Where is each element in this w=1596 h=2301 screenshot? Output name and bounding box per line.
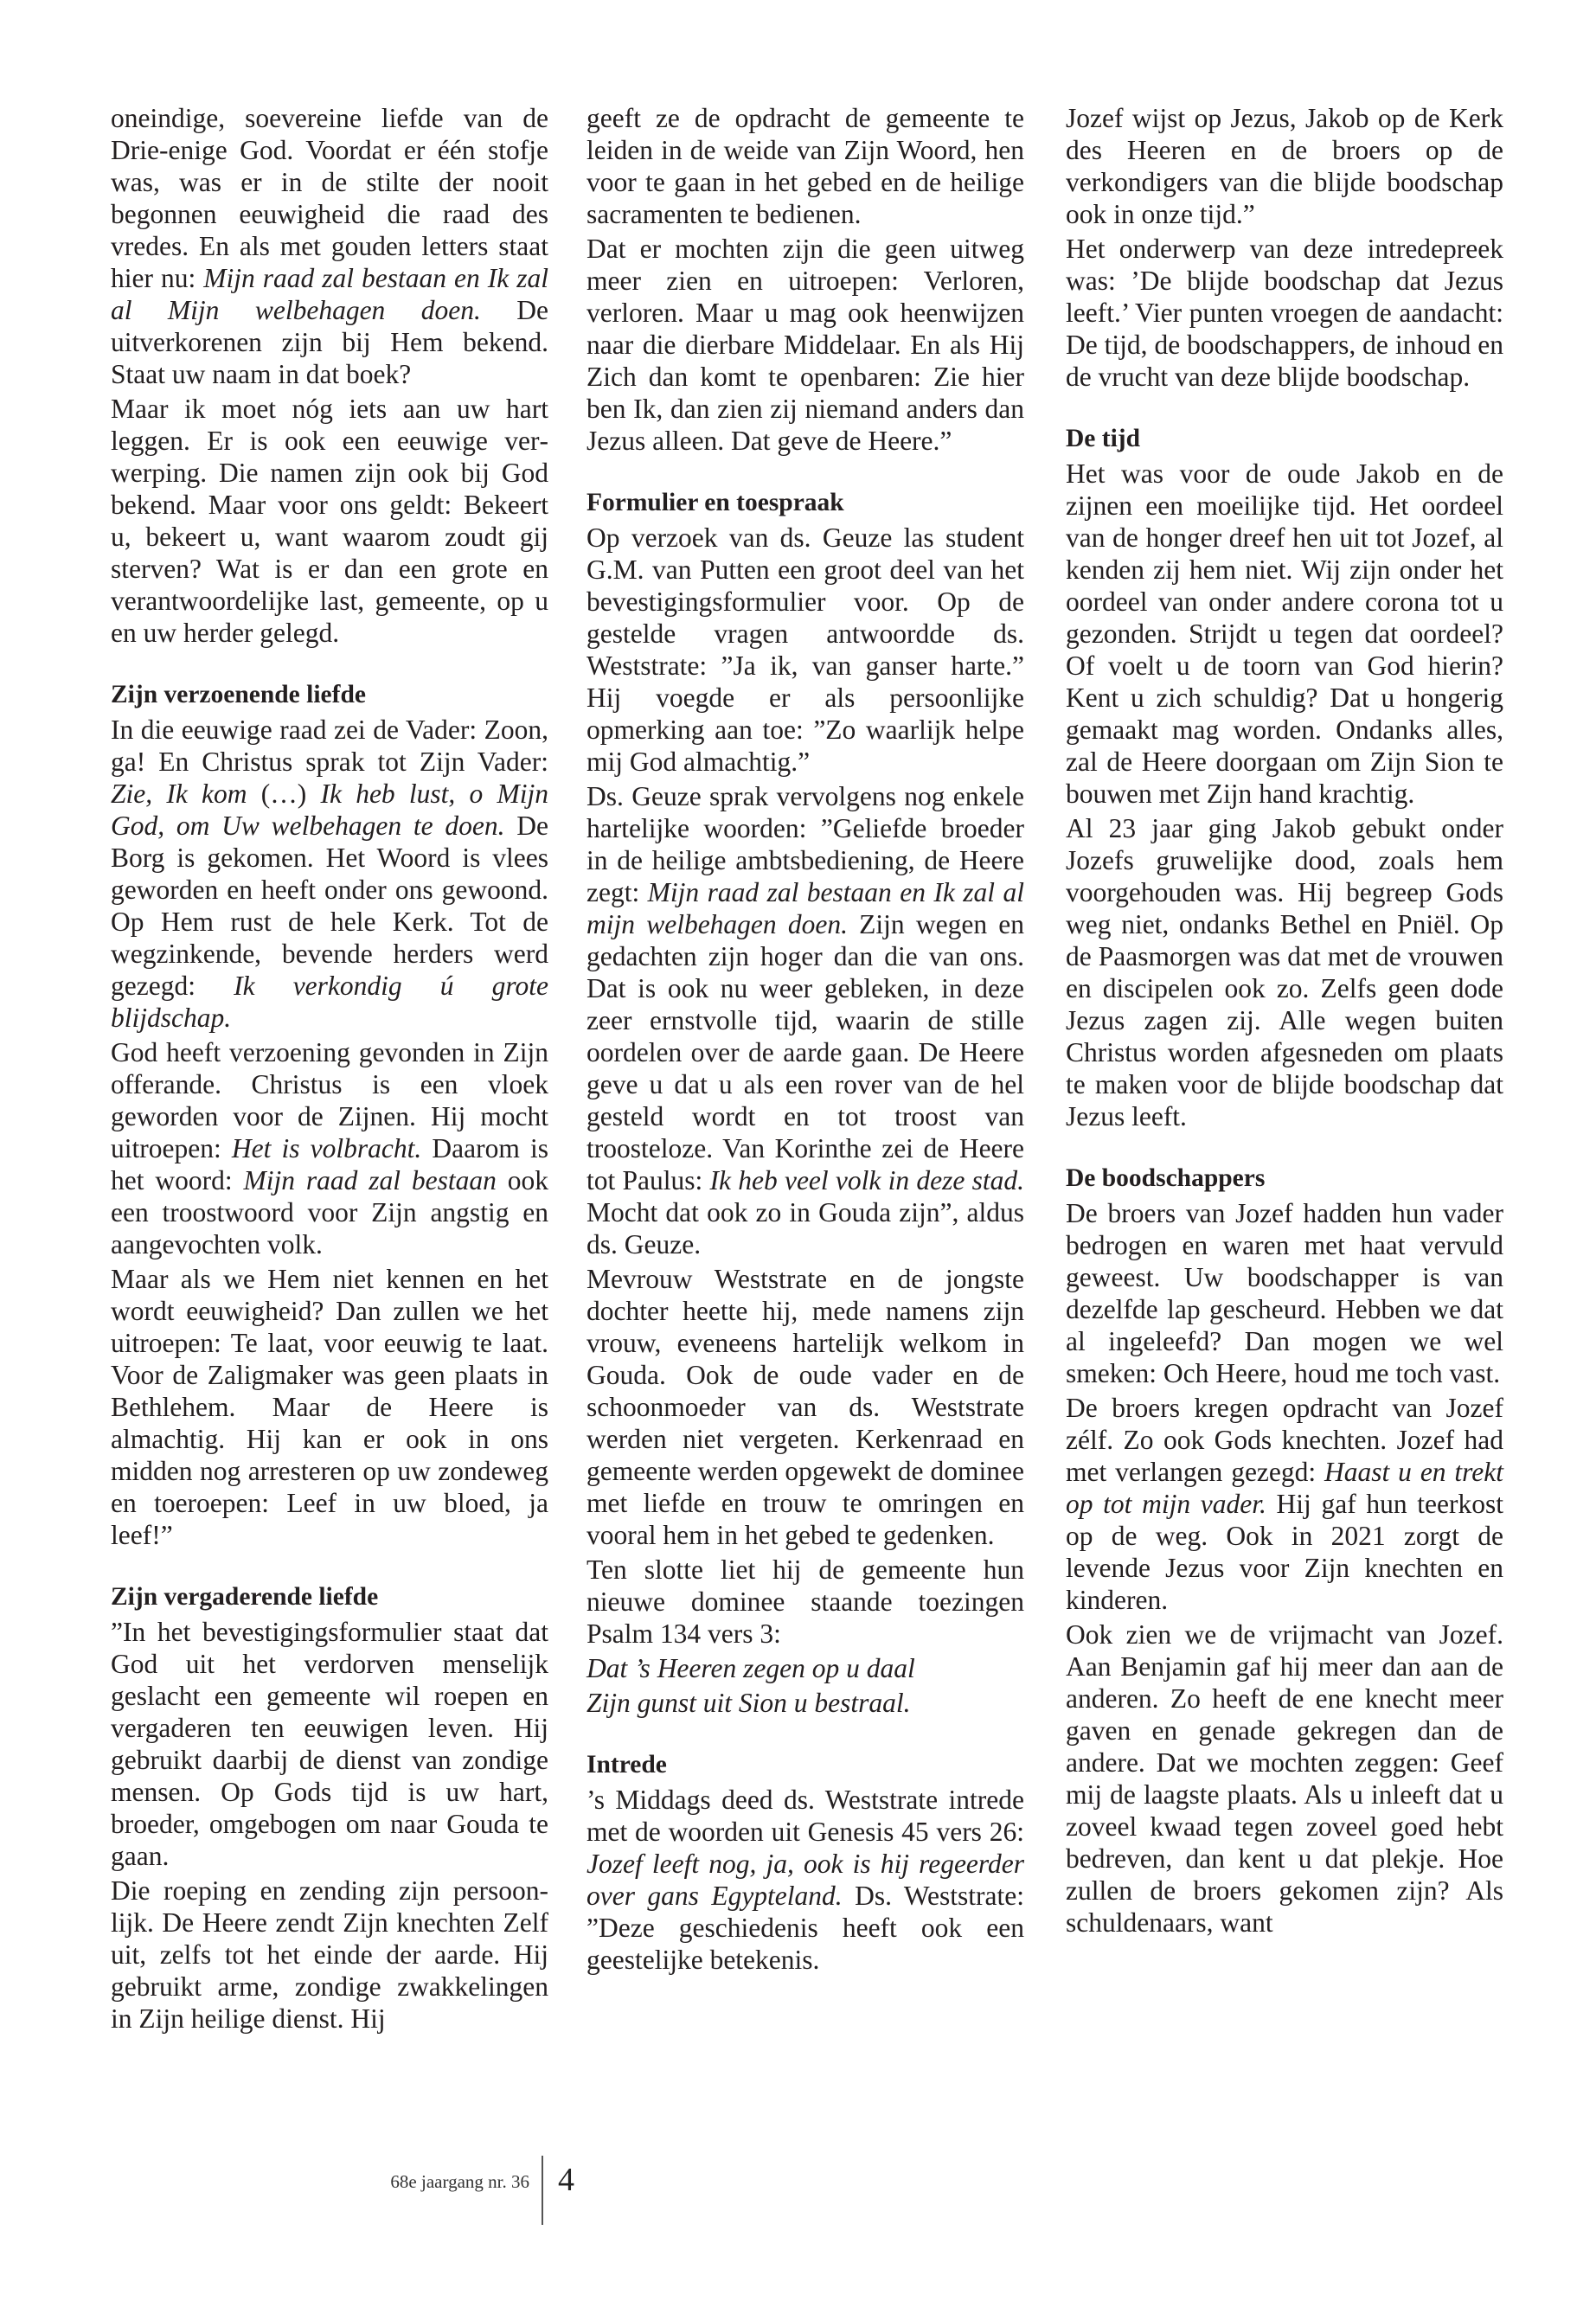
paragraph: Ten slotte liet hij de gemeente hun nieuwe dominee staande toezingen Psalm 134 vers 3: (586, 1554, 1024, 1649)
section-heading: Zijn verzoenende liefde (111, 681, 366, 708)
article-column-2 (586, 102, 1024, 1976)
paragraph: oneindige, soevereine liefde van de Drie-enige God. Voordat er één stofje was, was er in de stilte der nooit begonnen eeuwigheid die raad des vredes. En als met gouden letters staat hier nu: Mijn raad zal bestaan en Ik zal al Mijn welbehagen doen. De uitverkorenen zijn bij Hem bekend. Staat uw naam in dat boek? (111, 103, 549, 389)
paragraph: Dat er mochten zijn die geen uitweg meer zien en uitroepen: Verloren, verloren. Maar u mag ook heenwijzen naar die dierbare Middelaar. En als Hij Zich dan komt te openbaren: Zie hier ben Ik, dan zien zij niemand anders dan Jezus alleen. Dat geve de Heere.” (586, 234, 1024, 456)
section-heading: Intrede (586, 1751, 667, 1779)
section-heading: Zijn vergaderende liefde (111, 1583, 379, 1611)
paragraph: Mevrouw Weststrate en de jongste dochter heette hij, mede namens zijn vrouw, eveneens hartelijk welkom in Gouda. Ook de oude vader en de schoonmoeder van ds. Weststrate werden niet vergeten. Kerkenraad en gemeente werden opgewekt de dominee met liefde en trouw te omringen en vooral hem in het gebed te gedenken. (586, 1264, 1024, 1550)
section-heading: De tijd (1066, 425, 1141, 452)
psalm-verse-line: Dat ’s Heeren zegen op u daal (586, 1653, 915, 1683)
paragraph: De broers kregen opdracht van Jozef zélf. Zo ook Gods knechten. Jozef had met verlangen gezegd: Haast u en trekt op tot mijn vader. Hij gaf hun teerkost op de weg. Ook in 2021 zorgt de levende Jezus voor Zijn knechten en kinderen. (1066, 1393, 1503, 1615)
page-number: 4 (558, 2162, 574, 2198)
paragraph: Op verzoek van ds. Geuze las student G.M. van Putten een groot deel van het bevestigingsformulier voor. Op de gestelde vragen antwoordde ds. Weststrate: ”Ja ik, van ganser harte.” Hij voegde er als persoonlijke opmerking aan toe: ”Zo waarlijk helpe mij God almachtig.” (586, 522, 1024, 777)
paragraph: Jozef wijst op Jezus, Jakob op de Kerk des Heeren en de broers op de verkondigers van die blijde boodschap ook in onze tijd.” (1066, 103, 1503, 229)
section-heading: Formulier en toespraak (586, 489, 844, 516)
footer-divider (542, 2156, 543, 2225)
paragraph: Maar als we Hem niet kennen en het wordt eeuwigheid? Dan zullen we het uitroepen: Te laat, voor eeuwig te laat. Voor de Zaligmaker was geen plaats in Bethlehem. Maar de Heere is almachtig. Hij kan er ook in ons midden nog arresteren op uw zondeweg en toeroepen: Leef in uw bloed, ja leef!” (111, 1264, 548, 1550)
paragraph: Die roeping en zending zijn persoonlijk. De Heere zendt Zijn knechten Zelf uit, zelfs tot het einde der aarde. Hij gebruikt arme, zondige zwakkelingen in Zijn heilige dienst. Hij (111, 1875, 548, 2034)
psalm-verse-line: Zijn gunst uit Sion u bestraal. (586, 1688, 911, 1718)
paragraph: Het was voor de oude Jakob en de zijnen een moeilijke tijd. Het oordeel van de honger dreef hen uit tot Jozef, al kenden zij hem niet. Wij zijn onder het oordeel van onder andere corona tot u gezonden. Strijdt u tegen dat oordeel? Of voelt u de toorn van God hierin? Kent u zich schuldig? Dat u hongerig gemaakt mag worden. Ondanks alles, zal de Heere doorgaan om Zijn Sion te bouwen met Zijn hand krachtig. (1066, 458, 1503, 809)
paragraph: geeft ze de opdracht de gemeente te leiden in de weide van Zijn Woord, hen voor te gaan in het gebed en de heilige sacramenten te bedienen. (586, 103, 1024, 229)
paragraph: ’s Middags deed ds. Weststrate intrede met de woorden uit Genesis 45 vers 26: Jozef leeft nog, ja, ook is hij regeerder over gans Egypteland. Ds. Weststrate: ”Deze geschiedenis heeft ook een geestelijke betekenis. (586, 1785, 1025, 1975)
paragraph: God heeft verzoening gevonden in Zijn offerande. Christus is een vloek geworden voor de Zijnen. Hij mocht uitroepen: Het is volbracht. Daarom is het woord: Mijn raad zal bestaan ook een troostwoord voor Zijn angstig en aangevochten volk. (111, 1037, 548, 1259)
paragraph: De broers van Jozef hadden hun vader bedrogen en waren met haat vervuld geweest. Uw boodschapper is van dezelfde lap gescheurd. Hebben we dat al ingeleefd? Dan mogen we wel smeken: Och Heere, houd me toch vast. (1066, 1198, 1503, 1388)
paragraph: In die eeuwige raad zei de Vader: Zoon, ga! En Christus sprak tot Zijn Vader: Zie, Ik kom (…) Ik heb lust, o Mijn God, om Uw welbehagen te doen. De Borg is gekomen. Het Woord is vlees geworden en heeft onder ons gewoond. Op Hem rust de hele Kerk. Tot de wegzinkende, bevende herders werd gezegd: Ik verkondig ú grote blijdschap. (111, 715, 549, 1033)
page-footer (0, 2156, 1596, 2225)
article-column-3 (1066, 102, 1503, 1939)
article-column-1 (111, 102, 548, 2035)
paragraph: ”In het bevestigingsformulier staat dat God uit het verdorven menselijk geslacht een gemeente wil roepen en vergaderen ten eeuwigen leven. Hij gebruikt daarbij de dienst van zondige mensen. Op Gods tijd is uw hart, broeder, omgebogen om naar Gouda te gaan. (111, 1617, 548, 1871)
paragraph: Maar ik moet nóg iets aan uw hart leggen. Er is ook een eeuwige verwerping. Die namen zijn ook bij God bekend. Maar voor ons geldt: Bekeert u, bekeert u, want waarom zoudt gij sterven? Wat is er dan een grote en verantwoordelijke last, gemeente, op u en uw herder gelegd. (111, 394, 548, 648)
paragraph: Al 23 jaar ging Jakob gebukt onder Jozefs gruwelijke dood, zoals hem voorgehouden was. Hij begreep Gods weg niet, ondanks Bethel en Pniël. Op de Paasmorgen was dat met de vrouwen en discipelen ook zo. Zelfs geen dode Jezus zagen zij. Alle wegen buiten Christus worden afgesneden om plaats te maken voor de blijde boodschap dat Jezus leeft. (1066, 813, 1503, 1131)
paragraph: Ds. Geuze sprak vervolgens nog enkele hartelijke woorden: ”Geliefde broeder in de heilige ambtsbediening, de Heere zegt: Mijn raad zal bestaan en Ik zal al mijn welbehagen doen. Zijn wegen en gedachten zijn hoger dan die van ons. Dat is ook nu weer gebleken, in deze zeer ernstvolle tijd, waarin de stille oordelen over de aarde gaan. De Heere geve u dat u als een rover van de hel gesteld wordt en tot troost van troosteloze. Van Korinthe zei de Heere tot Paulus: Ik heb veel volk in deze stad. Mocht dat ook zo in Gouda zijn”, aldus ds. Geuze. (586, 781, 1025, 1259)
section-heading: De boodschappers (1066, 1164, 1266, 1192)
issue-label: 68e jaargang nr. 36 (390, 2171, 529, 2192)
paragraph: Ook zien we de vrijmacht van Jozef. Aan Benjamin gaf hij meer dan aan de anderen. Zo heeft de ene knecht meer gaven en genade gekregen dan de andere. Dat we mochten zeggen: Geef mij de laagste plaats. Als u inleeft dat u zoveel kwaad tegen zoveel goed hebt bedreven, dan kent u dat plekje. Hoe zullen de broers gekomen zijn? Als schuldenaars, want (1066, 1619, 1503, 1938)
paragraph: Het onderwerp van deze intredepreek was: ’De blijde boodschap dat Jezus leeft.’ Vier punten vroegen de aandacht: De tijd, de boodschappers, de inhoud en de vrucht van deze blijde boodschap. (1066, 234, 1503, 392)
